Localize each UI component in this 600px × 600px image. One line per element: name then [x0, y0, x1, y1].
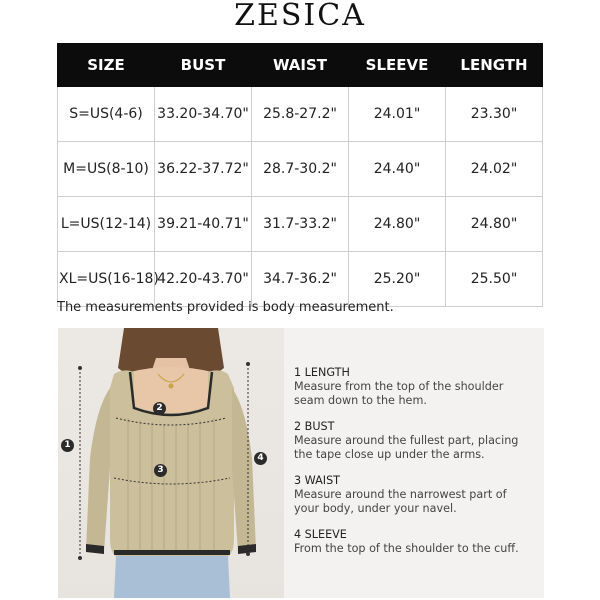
measurement-note: The measurements provided is body measurement. [57, 300, 394, 315]
guide-text: Measure around the fullest part, placing the tape close up under the arms. [294, 434, 519, 461]
table-header-row [58, 44, 543, 87]
table-row [58, 142, 543, 197]
header-sleeve: SLEEVE [349, 44, 446, 87]
cell-size: L=US(12-14) [58, 197, 155, 252]
header-bust: BUST [155, 44, 252, 87]
guide-text: Measure around the narrowest part of your body, under your navel. [294, 488, 507, 515]
header-size: SIZE [58, 44, 155, 87]
pendant-shape [169, 384, 174, 389]
cell-sleeve: 24.40" [349, 142, 446, 197]
guide-title: 2 BUST [294, 420, 335, 433]
table-row [58, 252, 543, 307]
marker-bust-icon: 2 [153, 402, 166, 415]
cell-sleeve: 25.20" [349, 252, 446, 307]
cell-bust: 39.21-40.71" [155, 197, 252, 252]
chest-skin-shape [130, 367, 212, 413]
guide-bust [294, 420, 524, 462]
header-waist: WAIST [252, 44, 349, 87]
guide-waist [294, 474, 524, 516]
left-sleeve-shape [86, 388, 110, 552]
brand-logo: ZESICA [234, 0, 366, 33]
cell-waist: 31.7-33.2" [252, 197, 349, 252]
hem-trim-shape [114, 550, 230, 555]
cell-length: 24.80" [446, 197, 543, 252]
measurement-guide-panel [58, 328, 544, 598]
measurement-instructions [294, 366, 524, 568]
cell-length: 24.02" [446, 142, 543, 197]
cell-sleeve: 24.01" [349, 87, 446, 142]
size-chart-table [57, 43, 543, 307]
cell-size: S=US(4-6) [58, 87, 155, 142]
table-row [58, 197, 543, 252]
cell-length: 25.50" [446, 252, 543, 307]
guide-title: 4 SLEEVE [294, 528, 347, 541]
cell-sleeve: 24.80" [349, 197, 446, 252]
model-illustration [58, 328, 284, 598]
jeans-shape [114, 556, 230, 598]
cell-bust: 33.20-34.70" [155, 87, 252, 142]
right-sleeve-shape [232, 388, 256, 552]
guide-sleeve [294, 528, 524, 556]
guide-title: 3 WAIST [294, 474, 341, 487]
cell-length: 23.30" [446, 87, 543, 142]
cell-bust: 36.22-37.72" [155, 142, 252, 197]
marker-waist-icon: 3 [154, 464, 167, 477]
header-length: LENGTH [446, 44, 543, 87]
cell-waist: 25.8-27.2" [252, 87, 349, 142]
marker-sleeve-icon: 4 [254, 452, 267, 465]
cell-size: XL=US(16-18) [58, 252, 155, 307]
cell-size: M=US(8-10) [58, 142, 155, 197]
cell-waist: 34.7-36.2" [252, 252, 349, 307]
guide-text: Measure from the top of the shoulder seam down to the hem. [294, 380, 504, 407]
guide-text: From the top of the shoulder to the cuff. [294, 542, 519, 555]
model-photo [58, 328, 284, 598]
guide-title: 1 LENGTH [294, 366, 350, 379]
guide-length [294, 366, 524, 408]
cell-bust: 42.20-43.70" [155, 252, 252, 307]
table-row [58, 87, 543, 142]
marker-length-icon: 1 [61, 439, 74, 452]
cell-waist: 28.7-30.2" [252, 142, 349, 197]
